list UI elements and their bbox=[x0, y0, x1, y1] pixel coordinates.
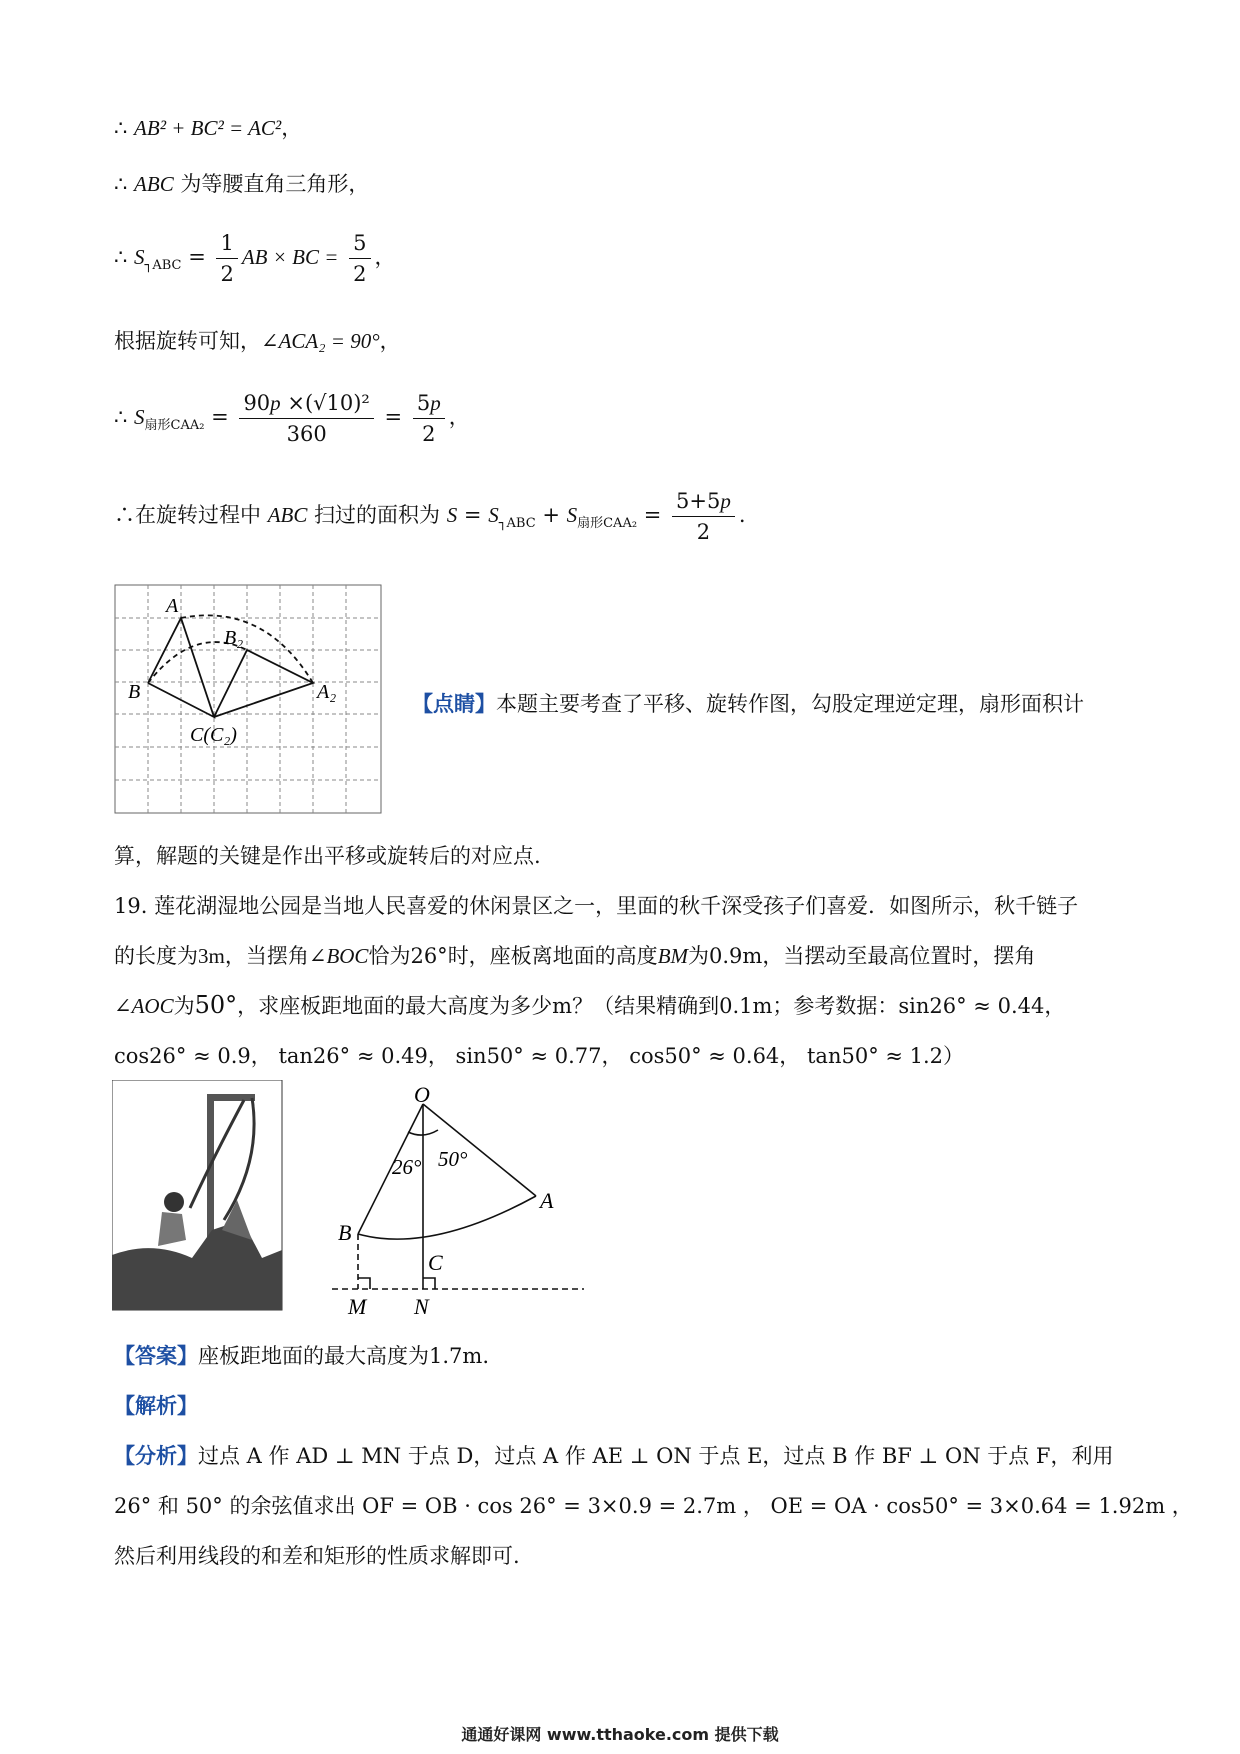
dianjing-label: 【点睛】 bbox=[412, 691, 496, 716]
problem19-text1: 莲花湖湿地公园是当地人民喜爱的休闲景区之一，里面的秋千深受孩子们喜爱．如图所示，秋千链子 bbox=[154, 894, 1079, 918]
eq-line-6: ∴在旋转过程中 ABC 扫过的面积为 $S = S_{┐ABC} + S_{扇形CAA_2}$ = $\frac{5+5p}{2}$ . bbox=[114, 486, 746, 547]
dianjing-cont: 算，解题的关键是作出平移或旋转后的对应点. bbox=[114, 844, 541, 868]
swing-photo bbox=[112, 1080, 284, 1312]
label-A2: A₂ bbox=[317, 681, 337, 703]
answer-value: 1.7m bbox=[429, 1344, 483, 1368]
answer-line: 【答案】座板距地面的最大高度为1.7m. bbox=[114, 1343, 489, 1368]
rotation-grid-figure bbox=[114, 584, 384, 816]
fenxi-line1 bbox=[114, 1440, 1114, 1470]
label-C: C bbox=[428, 1250, 443, 1275]
dianjing-text: 本题主要考查了平移、旋转作图，勾股定理逆定理，扇形面积计 bbox=[496, 692, 1084, 716]
problem19-line4: cos26° ≈ 0.9， tan26° ≈ 0.49， sin50° ≈ 0.77， cos50° ≈ 0.64， tan50° ≈ 1.2） bbox=[114, 1044, 965, 1068]
label-50deg: 50° bbox=[438, 1147, 468, 1171]
eq-line-5: ∴ $S_{扇形CAA_2}$ = $\frac{\text{90p ×(√10)²}}{360}$ = $\frac{5p}{2}$ ， bbox=[114, 388, 470, 449]
fenxi-line2: 26° 和 50° 的余弦值求出 OF = OB · cos 26° = 3×0.9 = 2.7m ， OE = OA · cos50° = 3×0.64 = 1.92m ， bbox=[114, 1494, 1193, 1518]
dianjing-line bbox=[412, 688, 1084, 718]
problem-number: 19. bbox=[114, 894, 148, 918]
eq-line-3: ∴ $S_{┐ABC}$ = $\frac{1}{2}$ AB × BC = $\frac{5}{2}$ ， bbox=[114, 228, 396, 289]
label-M: M bbox=[348, 1294, 367, 1319]
fenxi-line3: 然后利用线段的和差和矩形的性质求解即可. bbox=[114, 1544, 520, 1568]
line4-expr: ∠ACA₂ = 90° bbox=[261, 329, 380, 353]
line2-text: 为等腰直角三角形， bbox=[180, 172, 370, 196]
label-B: B bbox=[338, 1220, 352, 1245]
line3-expr: AB × BC = bbox=[241, 245, 339, 269]
label-A: A bbox=[540, 1188, 554, 1213]
label-B: B bbox=[128, 681, 141, 703]
line4-text: 根据旋转可知， bbox=[114, 329, 261, 353]
page-footer: 通通好课网 www.tthaoke.com 提供下载 bbox=[461, 1725, 779, 1744]
label-B2: B₂ bbox=[224, 627, 244, 649]
problem19-line2: 的长度为3m，当摆角∠BOC恰为26°时，座板离地面的高度BM为0.9m，当摆动至最高位置时，摆角 bbox=[114, 944, 1036, 968]
eq-line-2: ∴ ABC 为等腰直角三角形， bbox=[114, 172, 370, 196]
problem19-line3: ∠AOC为50°，求座板距地面的最大高度为多少m？（结果精确到0.1m；参考数据：sin26° ≈ 0.44， bbox=[114, 991, 1066, 1019]
answer-label: 【答案】 bbox=[114, 1343, 198, 1368]
eq-pythagoras: AB² + BC² = AC² bbox=[134, 116, 282, 140]
swing-geometry-figure bbox=[330, 1084, 590, 1324]
analysis-label: 【解析】 bbox=[114, 1393, 198, 1418]
label-N: N bbox=[414, 1294, 429, 1319]
eq-line-4: 根据旋转可知，∠ACA₂ = 90°， bbox=[114, 329, 401, 353]
label-A: A bbox=[166, 595, 179, 617]
problem19-line1 bbox=[114, 890, 1078, 920]
label-C: C(C₂) bbox=[190, 724, 237, 746]
line6-text-b: 扫过的面积为 bbox=[314, 503, 441, 527]
fenxi-text-1: 过点 A 作 AD ⊥ MN 于点 D，过点 A 作 AE ⊥ ON 于点 E，过点 B 作 BF ⊥ ON 于点 F，利用 bbox=[198, 1444, 1114, 1468]
line6-text-a: 在旋转过程中 bbox=[135, 503, 261, 527]
answer-text: 座板距地面的最大高度为 bbox=[198, 1344, 429, 1368]
label-26deg: 26° bbox=[392, 1155, 422, 1179]
fenxi-label: 【分析】 bbox=[114, 1443, 198, 1468]
eq-line-1: ∴ AB² + BC² = AC²， bbox=[114, 116, 303, 140]
label-O: O bbox=[414, 1084, 430, 1107]
